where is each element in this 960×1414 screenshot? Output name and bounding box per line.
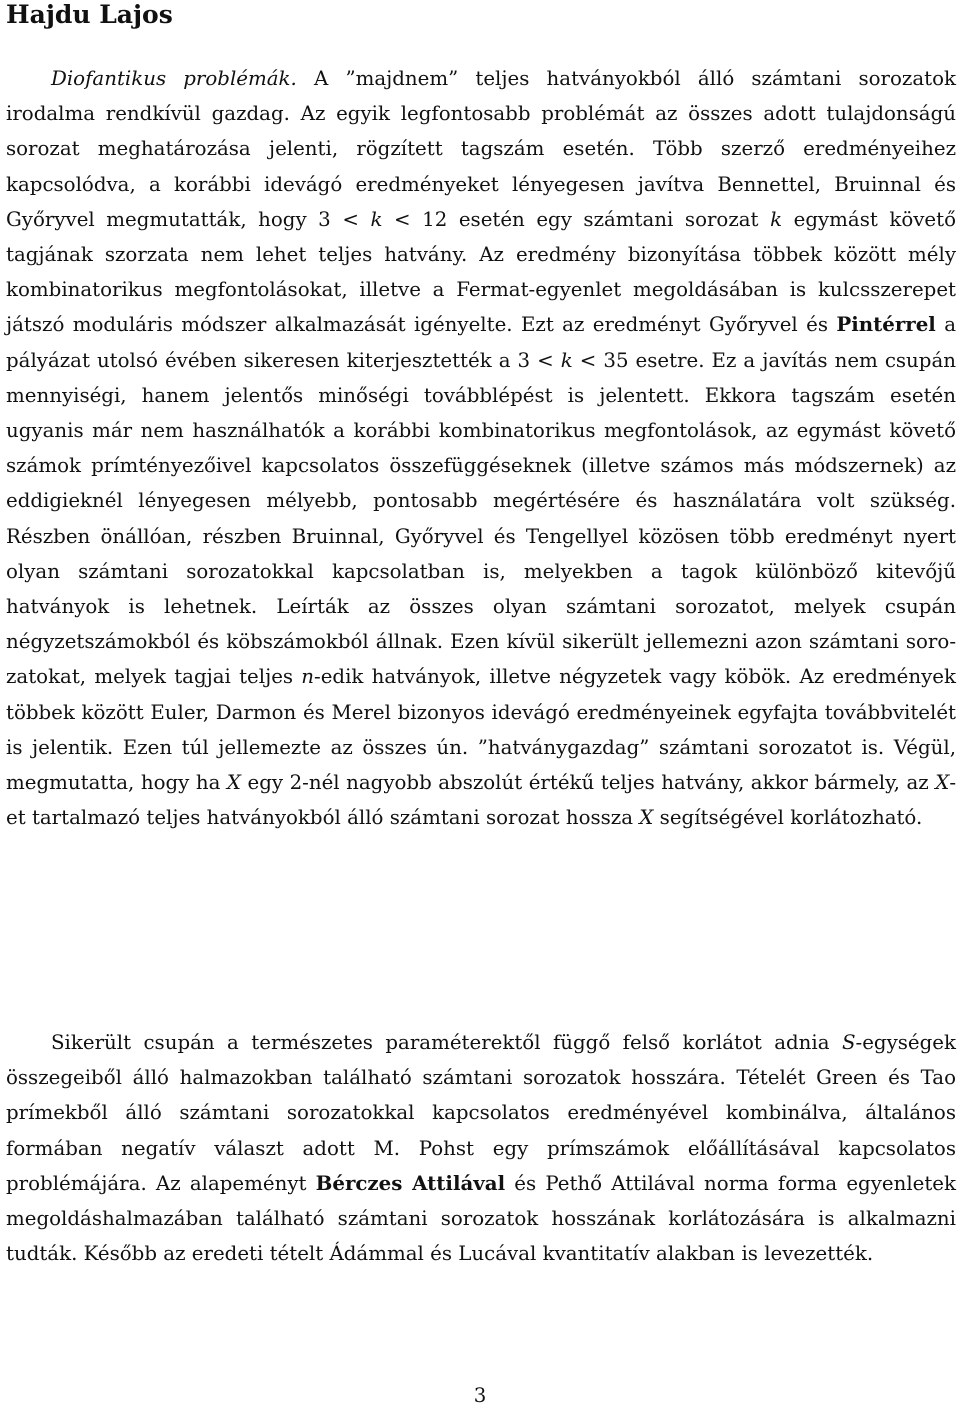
text-run: segítségével korlátozható. <box>653 806 923 830</box>
emphasis-text: S <box>841 1031 856 1054</box>
text-run: -egységek összegeiből álló halmazokban található számtani sorozatok hosszára. Tételét Green és Tao prímekből álló számtani sorozatokkal kapcsolatos eredményével kombinálva, általános formában negatív választ adott M. Pohst egy prímszámok előállításával kapcsolatos problémájára. Az alapeményt <box>6 1031 956 1195</box>
paragraph-2 <box>6 1025 956 1271</box>
text-run: egy 2-nél nagyobb abszolút értékű teljes hatvány, akkor bármely, az <box>241 771 936 795</box>
emphasis-text: X <box>226 771 241 795</box>
paragraph-1 <box>6 61 956 835</box>
page-number: 3 <box>473 1384 487 1407</box>
text-run: -et tartalmazó teljes hatványokból álló számtani sorozat hossza <box>6 771 956 830</box>
text-run: < 12 esetén egy számtani sorozat <box>382 207 771 231</box>
emphasis-text: n <box>301 665 315 689</box>
text-run: egymást követő tagjának szorzata nem lehet teljes hatvány. Az eredmény bizonyítása többek között mély kombinatorikus megfontolásokat, illetve a Fermat-egyenlet megoldásában is kulcsszerepet játszó moduláris módszer alkalmazását igényelte. Ezt az eredményt Győryvel és <box>6 207 956 337</box>
highlighted-name: Bérczes Attilával <box>315 1170 506 1195</box>
text-run: < 35 esetre. Ez a javítás nem csupán mennyiségi, hanem jelentős minőségi továbblépést is jelentett. Ekkora tagszám esetén ugyanis már nem használhatók a korábbi kombinatorikus megfontolások, az egymást követő számok prímtényezőivel kapcsolatos összefüggéseknek (illetve számos más módszernek) az eddigieknél lényegesen mélyebb, pontosabb megértésére és használatára volt szükség. Részben önállóan, részben Bruinnal, Győryvel és Tengellyel közösen több eredményt nyert olyan számtani sorozatokkal kapcsolatban is, melyekben a tagok különböző kitevőjű hatványok is lehetnek. Leírták az összes olyan számtani sorozatot, melyek csupán négyzetszámokból és köbszámokból állnak. Ezen kívül sikerült jellemezni azon számtani sorozatokat, melyek tagjai teljes <box>6 348 956 689</box>
text-run: A ”majdnem” teljes hatványokból álló számtani sorozatok irodalma rendkívül gazdag. Az egyik legfontosabb problémát az összes adott tulajdonságú sorozat meghatározása jelenti, rögzített tagszám esetén. Több szerző eredményeihez kapcsolódva, a korábbi idevágó eredményeket lényegesen javítva Bennettel, Bruinnal és Győryvel megmutatták, hogy 3 < <box>6 67 956 231</box>
highlighted-name: Pintérrel <box>836 312 936 337</box>
text-run: és Pethő Attilával norma forma egyenletek megoldáshalmazában található számtani sorozatok hosszának korlátozására is alkalmazni tudták. Később az eredeti tételt Ádámmal és Lucával kvantitatív alakban is levezették. <box>6 1171 956 1266</box>
emphasis-text: k <box>560 348 573 372</box>
emphasis-text: Diofantikus problémák. <box>51 67 297 90</box>
page-title: Hajdu Lajos <box>6 0 173 29</box>
emphasis-text: X <box>639 806 654 830</box>
emphasis-text: X <box>935 771 950 795</box>
emphasis-text: k <box>770 207 783 231</box>
emphasis-text: k <box>370 207 383 231</box>
text-run: -edik hatványok, illetve négyzetek vagy köbök. Az eredmények többek között Euler, Darmon és Merel bizonyos idevágó eredményeinek egyfajta továbbvitelét is jelentik. Ezen túl jellemezte az összes ún. ”hatványgazdag” számtani sorozatot is. Végül, megmutatta, hogy ha <box>6 665 956 795</box>
text-run: a pályázat utolsó évében sikeresen kiterjesztették a 3 < <box>6 313 956 372</box>
text-run: Sikerült csupán a természetes paraméterektől függő felső korlátot adnia <box>51 1031 842 1054</box>
